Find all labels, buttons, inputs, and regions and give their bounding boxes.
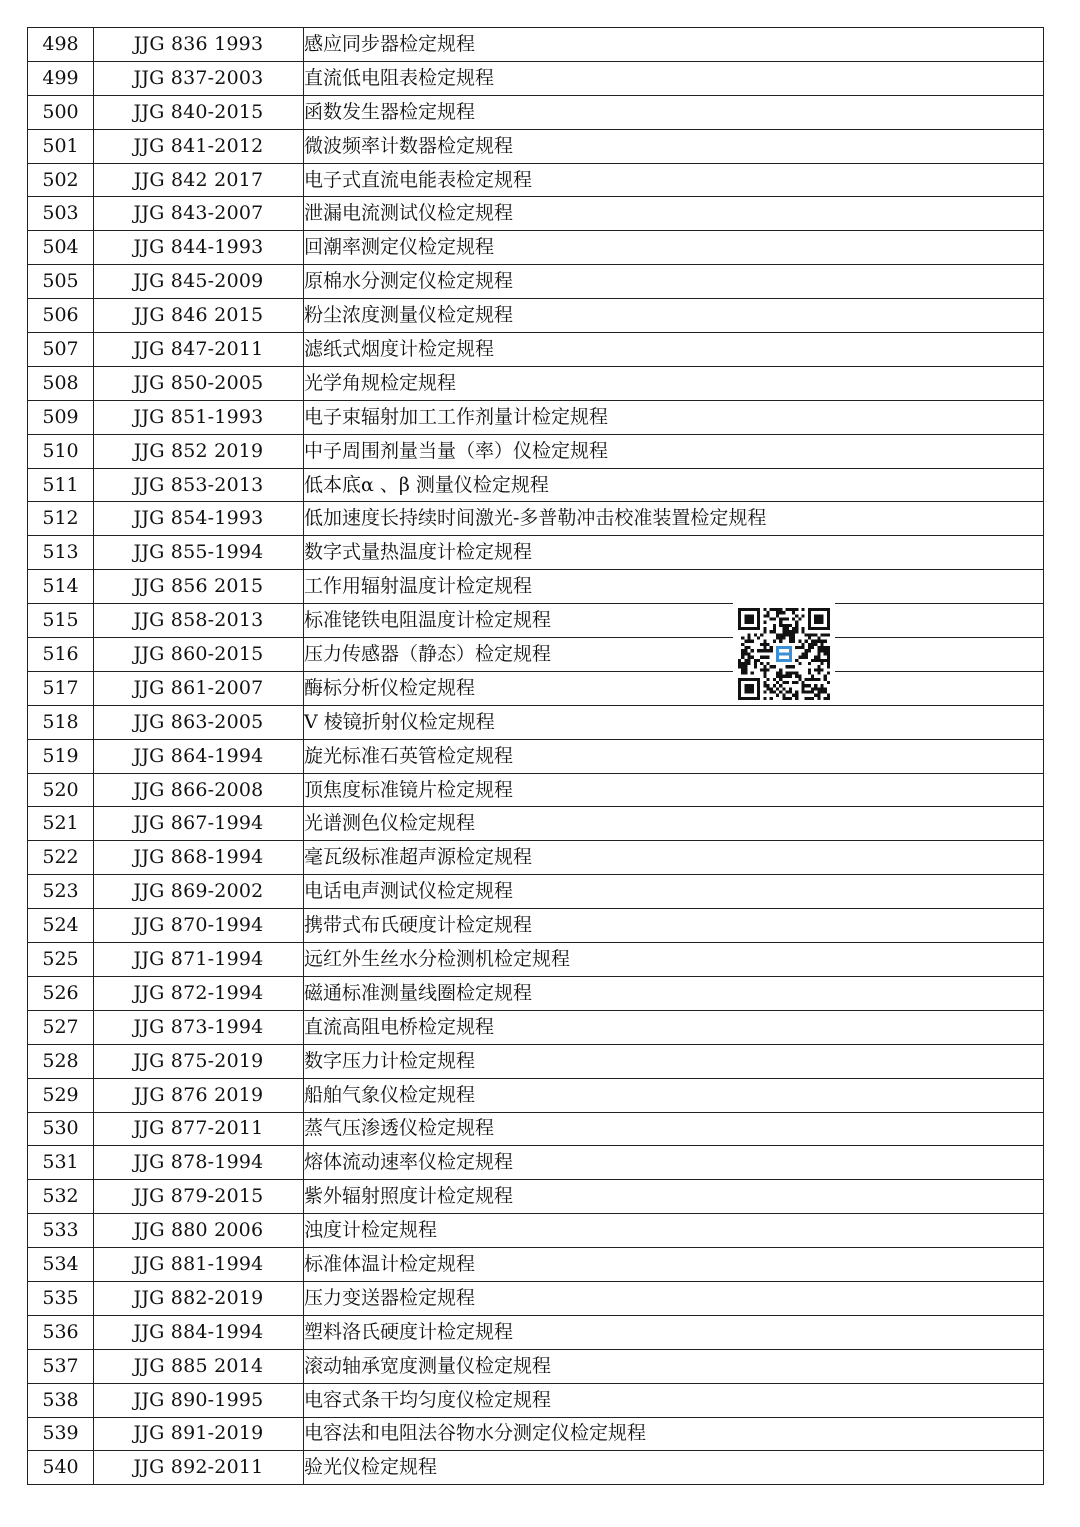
row-number: 537: [28, 1349, 94, 1383]
standard-code: JJG 876 2019: [94, 1078, 304, 1112]
standard-code: JJG 891-2019: [94, 1417, 304, 1451]
row-number: 518: [28, 705, 94, 739]
regulation-name: 顶焦度标准镜片检定规程: [304, 773, 1044, 807]
regulation-name: 浊度计检定规程: [304, 1214, 1044, 1248]
table-row: [28, 570, 1044, 604]
row-number: 527: [28, 1010, 94, 1044]
table-row: [28, 1248, 1044, 1282]
table-row: [28, 299, 1044, 333]
regulation-name: 电容式条干均匀度仪检定规程: [304, 1383, 1044, 1417]
regulation-name: 电子束辐射加工工作剂量计检定规程: [304, 400, 1044, 434]
standard-code: JJG 855-1994: [94, 536, 304, 570]
standard-code: JJG 860-2015: [94, 638, 304, 672]
regulations-table: [27, 27, 1044, 1485]
row-number: 502: [28, 163, 94, 197]
standard-code: JJG 882-2019: [94, 1281, 304, 1315]
regulation-name: 中子周围剂量当量（率）仪检定规程: [304, 434, 1044, 468]
standard-code: JJG 884-1994: [94, 1315, 304, 1349]
table-row: [28, 1078, 1044, 1112]
regulation-name: 粉尘浓度测量仪检定规程: [304, 299, 1044, 333]
standard-code: JJG 843-2007: [94, 197, 304, 231]
qr-code: [733, 603, 835, 705]
regulation-name: 压力变送器检定规程: [304, 1281, 1044, 1315]
regulation-name: 塑料洛氏硬度计检定规程: [304, 1315, 1044, 1349]
row-number: 531: [28, 1146, 94, 1180]
row-number: 522: [28, 841, 94, 875]
standard-code: JJG 869-2002: [94, 875, 304, 909]
regulation-name: 光学角规检定规程: [304, 366, 1044, 400]
table-row: [28, 333, 1044, 367]
regulation-name: 滤纸式烟度计检定规程: [304, 333, 1044, 367]
row-number: 539: [28, 1417, 94, 1451]
table-row: [28, 502, 1044, 536]
row-number: 513: [28, 536, 94, 570]
table-row: [28, 1417, 1044, 1451]
row-number: 536: [28, 1315, 94, 1349]
standard-code: JJG 850-2005: [94, 366, 304, 400]
table-row: [28, 129, 1044, 163]
row-number: 533: [28, 1214, 94, 1248]
standard-code: JJG 879-2015: [94, 1180, 304, 1214]
row-number: 505: [28, 265, 94, 299]
table-row: [28, 638, 1044, 672]
regulation-name: 验光仪检定规程: [304, 1451, 1044, 1485]
row-number: 514: [28, 570, 94, 604]
regulation-name: 紫外辐射照度计检定规程: [304, 1180, 1044, 1214]
regulation-name: 船舶气象仪检定规程: [304, 1078, 1044, 1112]
standard-code: JJG 872-1994: [94, 976, 304, 1010]
row-number: 530: [28, 1112, 94, 1146]
table-row: [28, 1281, 1044, 1315]
row-number: 517: [28, 671, 94, 705]
regulation-name: 光谱测色仪检定规程: [304, 807, 1044, 841]
row-number: 523: [28, 875, 94, 909]
standard-code: JJG 885 2014: [94, 1349, 304, 1383]
table-row: [28, 1349, 1044, 1383]
standard-code: JJG 846 2015: [94, 299, 304, 333]
table-row: [28, 807, 1044, 841]
row-number: 534: [28, 1248, 94, 1282]
standard-code: JJG 868-1994: [94, 841, 304, 875]
row-number: 499: [28, 61, 94, 95]
regulation-name: 直流低电阻表检定规程: [304, 61, 1044, 95]
standard-code: JJG 873-1994: [94, 1010, 304, 1044]
table-row: [28, 841, 1044, 875]
row-number: 501: [28, 129, 94, 163]
standard-code: JJG 842 2017: [94, 163, 304, 197]
standard-code: JJG 861-2007: [94, 671, 304, 705]
standard-code: JJG 840-2015: [94, 95, 304, 129]
row-number: 520: [28, 773, 94, 807]
regulation-name: 数字压力计检定规程: [304, 1044, 1044, 1078]
row-number: 519: [28, 739, 94, 773]
table-row: [28, 604, 1044, 638]
table-row: [28, 773, 1044, 807]
regulation-name: 携带式布氏硬度计检定规程: [304, 909, 1044, 943]
row-number: 508: [28, 366, 94, 400]
regulation-name: 低加速度长持续时间激光-多普勒冲击校准装置检定规程: [304, 502, 1044, 536]
qr-code-icon: [738, 608, 830, 700]
standard-code: JJG 858-2013: [94, 604, 304, 638]
standard-code: JJG 837-2003: [94, 61, 304, 95]
row-number: 521: [28, 807, 94, 841]
regulation-name: 标准体温计检定规程: [304, 1248, 1044, 1282]
row-number: 500: [28, 95, 94, 129]
table-row: [28, 1383, 1044, 1417]
regulation-name: 数字式量热温度计检定规程: [304, 536, 1044, 570]
table-row: [28, 1180, 1044, 1214]
regulation-name: 磁通标准测量线圈检定规程: [304, 976, 1044, 1010]
table-row: [28, 197, 1044, 231]
regulation-name: 低本底α 、β 测量仪检定规程: [304, 468, 1044, 502]
standard-code: JJG 841-2012: [94, 129, 304, 163]
standard-code: JJG 881-1994: [94, 1248, 304, 1282]
standard-code: JJG 866-2008: [94, 773, 304, 807]
table-row: [28, 61, 1044, 95]
table-row: [28, 434, 1044, 468]
row-number: 515: [28, 604, 94, 638]
regulation-name: 微波频率计数器检定规程: [304, 129, 1044, 163]
standard-code: JJG 852 2019: [94, 434, 304, 468]
regulation-name: 工作用辐射温度计检定规程: [304, 570, 1044, 604]
standard-code: JJG 845-2009: [94, 265, 304, 299]
table-row: [28, 1010, 1044, 1044]
table-row: [28, 163, 1044, 197]
standard-code: JJG 877-2011: [94, 1112, 304, 1146]
standard-code: JJG 854-1993: [94, 502, 304, 536]
row-number: 512: [28, 502, 94, 536]
row-number: 503: [28, 197, 94, 231]
regulation-name: 电话电声测试仪检定规程: [304, 875, 1044, 909]
row-number: 538: [28, 1383, 94, 1417]
standard-code: JJG 878-1994: [94, 1146, 304, 1180]
standard-code: JJG 863-2005: [94, 705, 304, 739]
table-body: [28, 28, 1044, 1485]
regulation-name: 电子式直流电能表检定规程: [304, 163, 1044, 197]
table-row: [28, 366, 1044, 400]
standard-code: JJG 836 1993: [94, 28, 304, 62]
regulation-name: 蒸气压渗透仪检定规程: [304, 1112, 1044, 1146]
regulation-name: 电容法和电阻法谷物水分测定仪检定规程: [304, 1417, 1044, 1451]
row-number: 535: [28, 1281, 94, 1315]
row-number: 526: [28, 976, 94, 1010]
row-number: 509: [28, 400, 94, 434]
regulation-name: 函数发生器检定规程: [304, 95, 1044, 129]
standard-code: JJG 853-2013: [94, 468, 304, 502]
standard-code: JJG 870-1994: [94, 909, 304, 943]
regulation-name: 远红外生丝水分检测机检定规程: [304, 943, 1044, 977]
table-row: [28, 231, 1044, 265]
table-row: [28, 671, 1044, 705]
table-row: [28, 909, 1044, 943]
row-number: 498: [28, 28, 94, 62]
table-row: [28, 976, 1044, 1010]
table-row: [28, 875, 1044, 909]
regulation-name: 滚动轴承宽度测量仪检定规程: [304, 1349, 1044, 1383]
regulation-name: 感应同步器检定规程: [304, 28, 1044, 62]
regulation-name: V 棱镜折射仪检定规程: [304, 705, 1044, 739]
row-number: 528: [28, 1044, 94, 1078]
row-number: 507: [28, 333, 94, 367]
regulation-name: 回潮率测定仪检定规程: [304, 231, 1044, 265]
standard-code: JJG 864-1994: [94, 739, 304, 773]
regulation-name: 直流高阻电桥检定规程: [304, 1010, 1044, 1044]
standard-code: JJG 890-1995: [94, 1383, 304, 1417]
regulation-name: 酶标分析仪检定规程: [304, 671, 1044, 705]
row-number: 525: [28, 943, 94, 977]
row-number: 524: [28, 909, 94, 943]
row-number: 532: [28, 1180, 94, 1214]
table-row: [28, 739, 1044, 773]
table-row: [28, 265, 1044, 299]
row-number: 529: [28, 1078, 94, 1112]
table-row: [28, 705, 1044, 739]
row-number: 511: [28, 468, 94, 502]
regulation-name: 毫瓦级标准超声源检定规程: [304, 841, 1044, 875]
regulation-name: 压力传感器（静态）检定规程: [304, 638, 1044, 672]
table-row: [28, 1146, 1044, 1180]
table-row: [28, 943, 1044, 977]
regulation-name: 标准铑铁电阻温度计检定规程: [304, 604, 1044, 638]
standard-code: JJG 892-2011: [94, 1451, 304, 1485]
standard-code: JJG 844-1993: [94, 231, 304, 265]
row-number: 540: [28, 1451, 94, 1485]
table-row: [28, 1044, 1044, 1078]
table-row: [28, 468, 1044, 502]
table-row: [28, 1451, 1044, 1485]
table-row: [28, 1315, 1044, 1349]
table-row: [28, 95, 1044, 129]
regulation-name: 旋光标准石英管检定规程: [304, 739, 1044, 773]
table-row: [28, 400, 1044, 434]
standard-code: JJG 875-2019: [94, 1044, 304, 1078]
standard-code: JJG 851-1993: [94, 400, 304, 434]
standard-code: JJG 871-1994: [94, 943, 304, 977]
standard-code: JJG 856 2015: [94, 570, 304, 604]
row-number: 510: [28, 434, 94, 468]
table-row: [28, 1214, 1044, 1248]
regulation-name: 原棉水分测定仪检定规程: [304, 265, 1044, 299]
table-row: [28, 536, 1044, 570]
row-number: 504: [28, 231, 94, 265]
standard-code: JJG 880 2006: [94, 1214, 304, 1248]
regulation-name: 泄漏电流测试仪检定规程: [304, 197, 1044, 231]
standard-code: JJG 847-2011: [94, 333, 304, 367]
regulation-name: 熔体流动速率仪检定规程: [304, 1146, 1044, 1180]
row-number: 516: [28, 638, 94, 672]
standard-code: JJG 867-1994: [94, 807, 304, 841]
table-row: [28, 1112, 1044, 1146]
table-row: [28, 28, 1044, 62]
row-number: 506: [28, 299, 94, 333]
